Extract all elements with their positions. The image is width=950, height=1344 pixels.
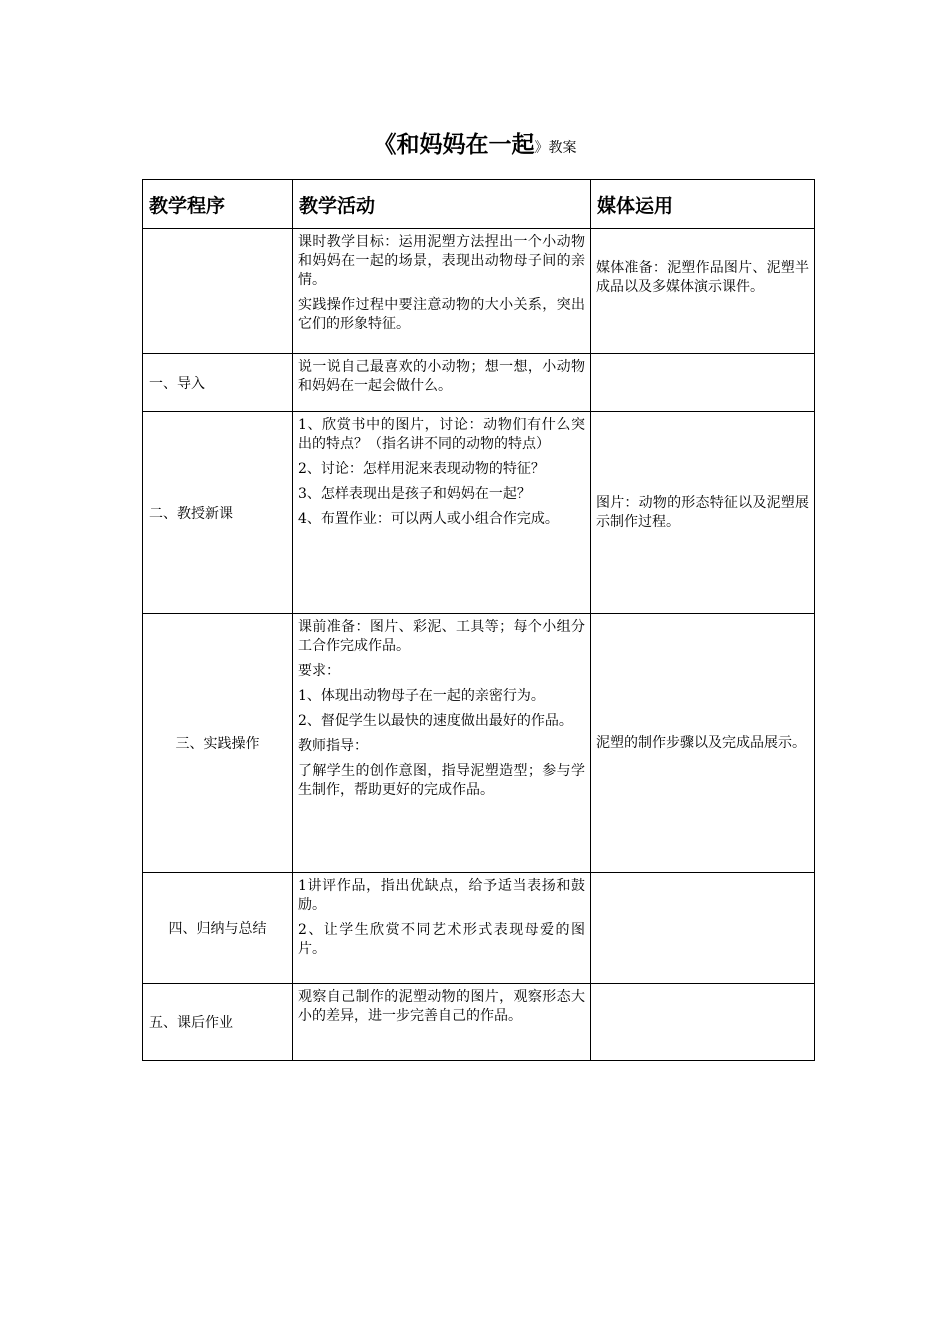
activity-text: 观察自己制作的泥塑动物的图片，观察形态大小的差异，进一步完善自己的作品。 (298, 989, 585, 1024)
table-row (143, 229, 815, 354)
media-text: 泥塑的制作步骤以及完成品展示。 (596, 734, 806, 751)
procedure-cell (143, 229, 293, 354)
table-row (143, 614, 815, 873)
procedure-cell: 三、实践操作 (143, 614, 293, 873)
procedure-cell: 五、课后作业 (143, 984, 293, 1061)
media-cell (591, 412, 815, 614)
media-text: 图片：动物的形态特征以及泥塑展示制作过程。 (596, 494, 809, 530)
activity-text: 说一说自己最喜欢的小动物；想一想，小动物和妈妈在一起会做什么。 (298, 359, 585, 394)
activities-cell (293, 229, 591, 354)
table-row (143, 354, 815, 412)
activity-text: 4、布置作业：可以两人或小组合作完成。 (298, 511, 559, 527)
media-cell (591, 229, 815, 354)
activity-text: 1、欣赏书中的图片，讨论：动物们有什么突出的特点？（指名讲不同的动物的特点） (298, 417, 585, 452)
table-row (143, 984, 815, 1061)
activity-text: 教师指导： (298, 738, 368, 754)
header-procedure: 教学程序 (143, 180, 293, 229)
document-title (0, 126, 950, 159)
activity-text: 3、怎样表现出是孩子和妈妈在一起？ (298, 486, 531, 502)
activity-text: 1讲评作品，指出优缺点，给予适当表扬和鼓励。 (298, 878, 585, 913)
activity-text: 课时教学目标：运用泥塑方法捏出一个小动物和妈妈在一起的场景，表现出动物母子间的亲情。 (298, 234, 585, 288)
procedure-cell: 一、导入 (143, 354, 293, 412)
title-suffix: 》教案 (534, 140, 577, 156)
activity-text: 课前准备：图片、彩泥、工具等；每个小组分工合作完成作品。 (298, 619, 585, 654)
procedure-cell: 四、归纳与总结 (143, 873, 293, 984)
procedure-cell: 二、教授新课 (143, 412, 293, 614)
activity-text: 1、体现出动物母子在一起的亲密行为。 (298, 688, 545, 704)
table-row (143, 873, 815, 984)
activities-cell (293, 354, 591, 412)
activity-text: 2、讨论：怎样用泥来表现动物的特征？ (298, 461, 545, 477)
media-cell (591, 354, 815, 412)
media-text: 媒体准备：泥塑作品图片、泥塑半成品以及多媒体演示课件。 (596, 260, 809, 295)
media-cell (591, 873, 815, 984)
activity-text: 实践操作过程中要注意动物的大小关系，突出它们的形象特征。 (298, 297, 585, 332)
media-cell (591, 614, 815, 873)
table-row (143, 412, 815, 614)
activities-cell (293, 614, 591, 873)
activities-cell (293, 873, 591, 984)
activity-text: 要求： (298, 663, 340, 679)
lesson-plan-table (142, 179, 815, 1061)
header-activities: 教学活动 (293, 180, 591, 229)
activity-text: 2、督促学生以最快的速度做出最好的作品。 (298, 713, 573, 729)
title-main: 《和妈妈在一起 (373, 131, 535, 158)
activity-text: 2、让学生欣赏不同艺术形式表现母爱的图片。 (298, 922, 585, 957)
activity-text: 了解学生的创作意图，指导泥塑造型；参与学生制作，帮助更好的完成作品。 (298, 763, 585, 798)
header-row (143, 180, 815, 229)
media-cell (591, 984, 815, 1061)
header-media: 媒体运用 (591, 180, 815, 229)
activities-cell (293, 412, 591, 614)
activities-cell (293, 984, 591, 1061)
